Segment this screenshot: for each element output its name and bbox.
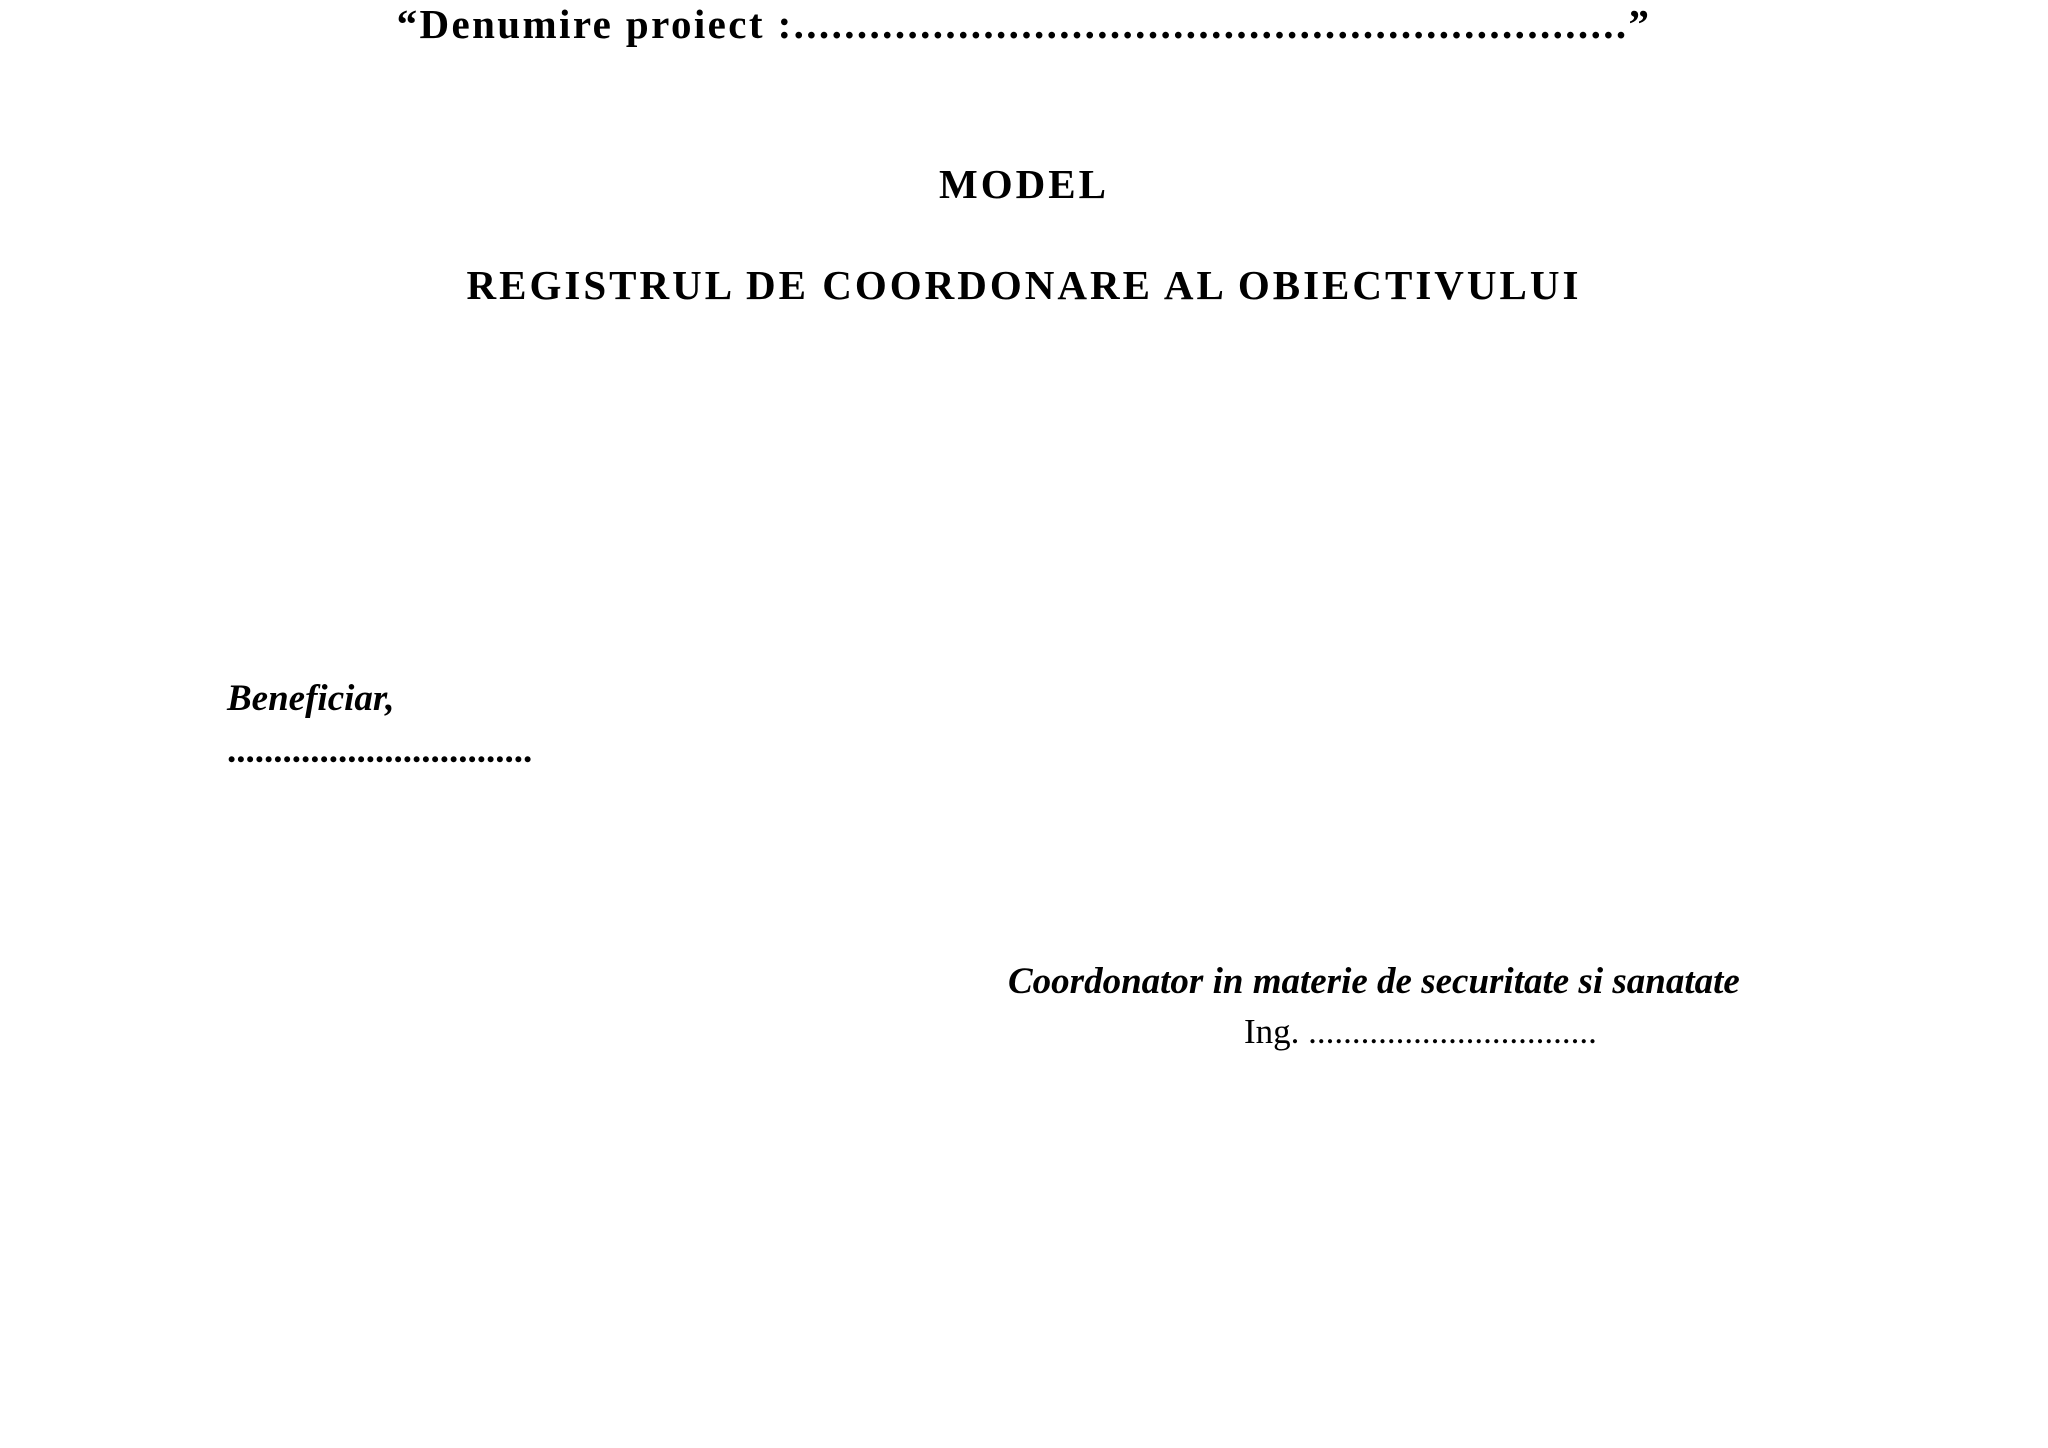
project-name-line: “Denumire proiect :..................................................................” — [396, 1, 1652, 47]
document-title: MODEL — [939, 161, 1109, 207]
beneficiary-signature-line: ................................. — [227, 730, 533, 771]
document-subtitle: REGISTRUL DE COORDONARE AL OBIECTIVULUI — [466, 262, 1582, 308]
beneficiary-label: Beneficiar, — [227, 678, 395, 719]
coordinator-signature-line: Ing. ................................. — [1244, 1012, 1597, 1051]
coordinator-label: Coordonator in materie de securitate si sanatate — [1008, 961, 1740, 1002]
